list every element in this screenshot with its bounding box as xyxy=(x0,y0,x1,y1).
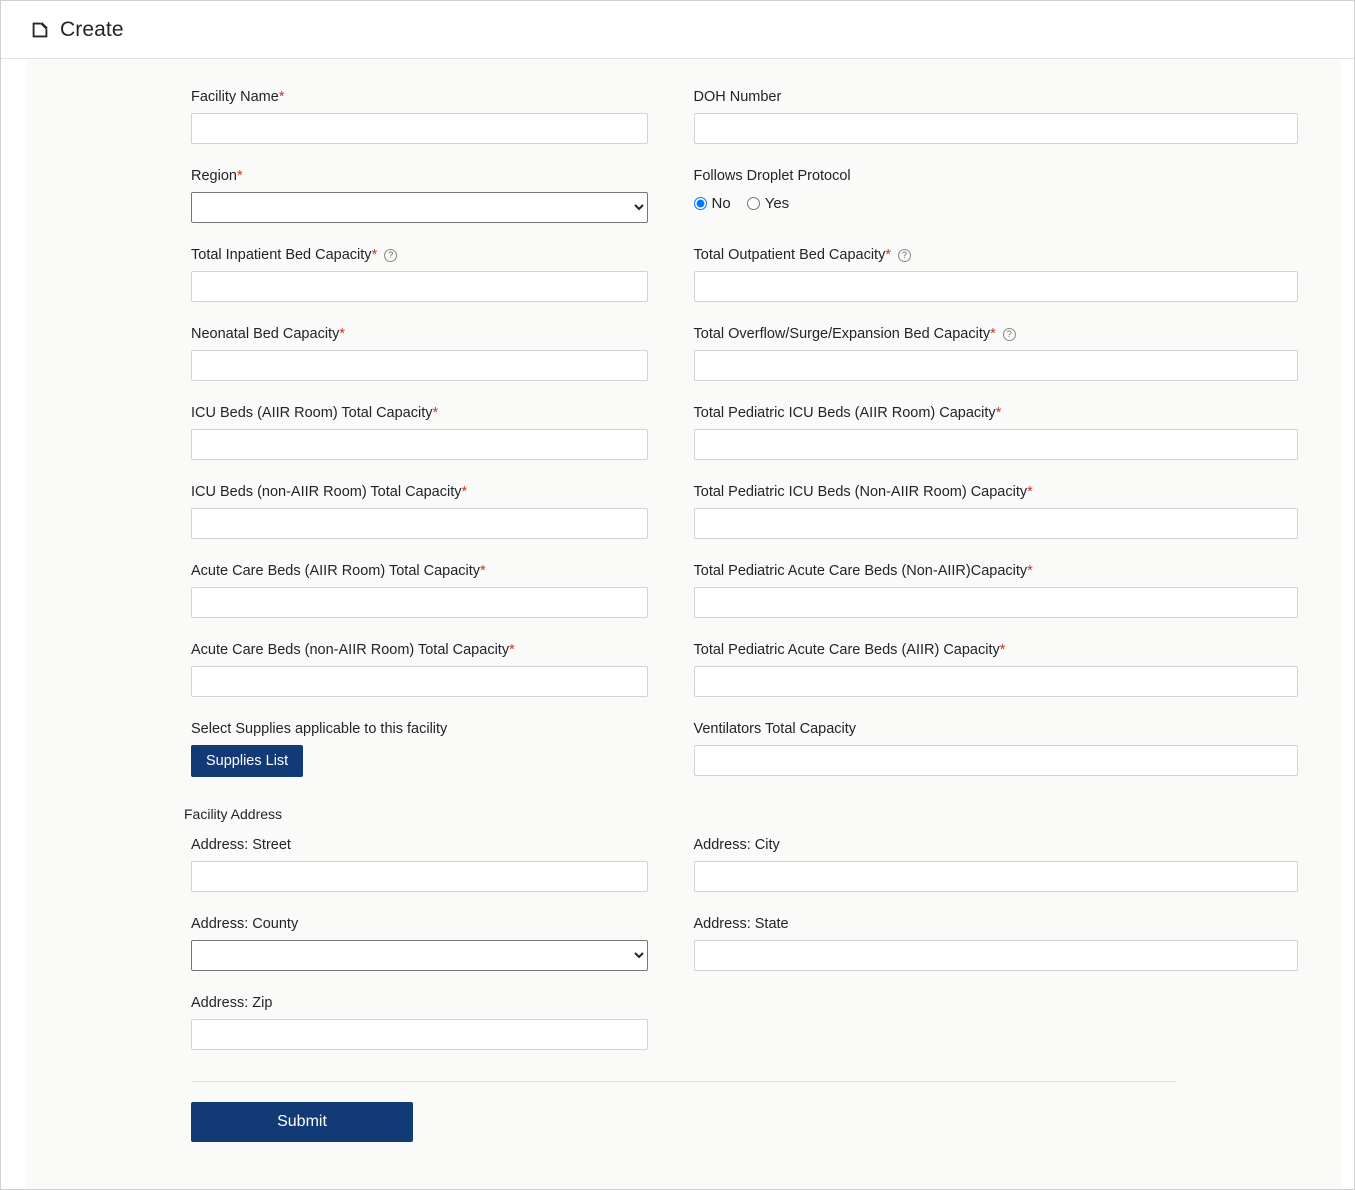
total-outpatient-label xyxy=(694,246,1299,264)
ped-icu-non-aiir-input[interactable] xyxy=(694,508,1299,539)
edit-square-icon xyxy=(29,19,51,41)
address-county-select[interactable] xyxy=(191,940,648,971)
required-asterisk: * xyxy=(999,642,1006,658)
ped-icu-aiir-label-text: Total Pediatric ICU Beds (AIIR Room) Capacity xyxy=(693,405,996,421)
info-icon[interactable]: ? xyxy=(898,249,911,262)
acute-non-aiir-input[interactable] xyxy=(191,666,648,697)
icu-aiir-label xyxy=(191,404,648,422)
icu-aiir-input[interactable] xyxy=(191,429,648,460)
submit-button[interactable]: Submit xyxy=(191,1102,413,1142)
total-inpatient-label-text: Total Inpatient Bed Capacity xyxy=(191,247,372,263)
address-city-label: Address: City xyxy=(693,837,780,853)
required-asterisk: * xyxy=(990,326,996,342)
ped-acute-aiir-label-text: Total Pediatric Acute Care Beds (AIIR) Capacity xyxy=(693,642,1000,658)
facility-name-label xyxy=(191,88,648,106)
icu-non-aiir-label xyxy=(191,483,648,501)
supplies-list-button[interactable]: Supplies List xyxy=(191,745,303,777)
field-icu-non-aiir xyxy=(26,483,684,539)
ventilators-label: Ventilators Total Capacity xyxy=(693,721,857,737)
ped-icu-aiir-input[interactable] xyxy=(694,429,1299,460)
ventilators-input[interactable] xyxy=(694,745,1299,776)
droplet-protocol-option-no[interactable] xyxy=(694,195,731,212)
droplet-protocol-radio-group xyxy=(694,192,1299,214)
field-address-zip xyxy=(26,994,684,1050)
form-row xyxy=(26,167,1341,246)
acute-non-aiir-label-text: Acute Care Beds (non-AIIR Room) Total Capacity xyxy=(191,642,510,658)
overflow-surge-input[interactable] xyxy=(694,350,1299,381)
form-row xyxy=(26,88,1341,167)
address-county-label: Address: County xyxy=(191,916,299,932)
total-outpatient-label-text: Total Outpatient Bed Capacity xyxy=(693,247,886,263)
facility-address-caption: Facility Address xyxy=(184,806,283,822)
ped-icu-non-aiir-label xyxy=(694,483,1299,501)
droplet-protocol-radio-yes[interactable] xyxy=(747,197,760,210)
required-asterisk: * xyxy=(885,247,891,263)
acute-aiir-label-text: Acute Care Beds (AIIR Room) Total Capacity xyxy=(191,563,481,579)
facility-name-label-text: Facility Name xyxy=(191,89,279,105)
ped-icu-non-aiir-label-text: Total Pediatric ICU Beds (Non-AIIR Room) Capacity xyxy=(693,484,1028,500)
field-ped-acute-aiir xyxy=(684,641,1342,697)
overflow-surge-label xyxy=(694,325,1299,343)
ped-acute-aiir-input[interactable] xyxy=(694,666,1299,697)
page-title: Create xyxy=(60,17,124,41)
icu-aiir-label-text: ICU Beds (AIIR Room) Total Capacity xyxy=(191,405,433,421)
facility-name-input[interactable] xyxy=(191,113,648,144)
submit-row xyxy=(26,1082,1341,1142)
field-total-inpatient xyxy=(26,246,684,302)
icu-non-aiir-input[interactable] xyxy=(191,508,648,539)
field-acute-aiir xyxy=(26,562,684,618)
field-ped-icu-aiir xyxy=(684,404,1342,460)
droplet-protocol-label: Follows Droplet Protocol xyxy=(693,168,851,184)
form-row xyxy=(26,246,1341,325)
neonatal-input[interactable] xyxy=(191,350,648,381)
droplet-protocol-no-label: No xyxy=(711,194,731,212)
ped-acute-non-aiir-label-text: Total Pediatric Acute Care Beds (Non-AIIR)Capacity xyxy=(693,563,1028,579)
field-region xyxy=(26,167,684,223)
required-asterisk: * xyxy=(509,642,515,658)
neonatal-label xyxy=(191,325,648,343)
field-overflow-surge xyxy=(684,325,1342,381)
neonatal-label-text: Neonatal Bed Capacity xyxy=(191,326,340,342)
total-inpatient-label xyxy=(191,246,648,264)
address-state-label: Address: State xyxy=(693,916,789,932)
required-asterisk: * xyxy=(432,405,439,421)
field-ped-acute-non-aiir xyxy=(684,562,1342,618)
required-asterisk: * xyxy=(339,326,345,342)
required-asterisk: * xyxy=(371,247,378,263)
field-facility-name xyxy=(26,88,684,144)
field-droplet-protocol xyxy=(684,167,1342,223)
field-acute-non-aiir xyxy=(26,641,684,697)
info-icon[interactable]: ? xyxy=(1003,328,1016,341)
ped-acute-non-aiir-label xyxy=(694,562,1299,580)
ped-icu-aiir-label xyxy=(694,404,1299,422)
required-asterisk: * xyxy=(480,563,486,579)
form-row xyxy=(26,641,1341,720)
field-doh-number xyxy=(684,88,1342,144)
droplet-protocol-yes-label: Yes xyxy=(764,194,790,212)
droplet-protocol-radio-no[interactable] xyxy=(694,197,707,210)
required-asterisk: * xyxy=(1027,563,1033,579)
ped-acute-non-aiir-input[interactable] xyxy=(694,587,1299,618)
form-row xyxy=(26,994,1341,1073)
overflow-surge-label-text: Total Overflow/Surge/Expansion Bed Capacity xyxy=(693,326,991,342)
form-grid xyxy=(26,60,1341,1142)
field-total-outpatient xyxy=(684,246,1342,302)
acute-aiir-label xyxy=(191,562,648,580)
info-icon[interactable]: ? xyxy=(384,249,397,262)
address-city-input[interactable] xyxy=(694,861,1299,892)
field-address-state xyxy=(684,915,1342,971)
field-ventilators xyxy=(684,720,1342,777)
region-select[interactable] xyxy=(191,192,648,223)
address-state-input[interactable] xyxy=(694,940,1299,971)
doh-number-label: DOH Number xyxy=(693,89,782,105)
address-zip-input[interactable] xyxy=(191,1019,648,1050)
address-street-input[interactable] xyxy=(191,861,648,892)
field-neonatal xyxy=(26,325,684,381)
region-label-text: Region xyxy=(191,168,237,184)
required-asterisk: * xyxy=(1027,484,1033,500)
required-asterisk: * xyxy=(236,168,243,184)
form-row xyxy=(26,720,1341,800)
form-panel xyxy=(26,60,1341,1189)
icu-non-aiir-label-text: ICU Beds (non-AIIR Room) Total Capacity xyxy=(191,484,462,500)
acute-aiir-input[interactable] xyxy=(191,587,648,618)
form-row xyxy=(26,404,1341,483)
field-address-county xyxy=(26,915,684,971)
droplet-protocol-option-yes[interactable] xyxy=(747,195,789,212)
form-row xyxy=(26,325,1341,404)
total-outpatient-input[interactable] xyxy=(694,271,1299,302)
region-label xyxy=(191,167,648,185)
field-supplies xyxy=(26,720,684,777)
field-address-city xyxy=(684,836,1342,892)
required-asterisk: * xyxy=(461,484,468,500)
form-row xyxy=(26,483,1341,562)
required-asterisk: * xyxy=(278,89,285,105)
total-inpatient-input[interactable] xyxy=(191,271,648,302)
form-row xyxy=(26,562,1341,641)
supplies-label: Select Supplies applicable to this facility xyxy=(191,721,448,737)
address-street-label: Address: Street xyxy=(191,837,291,853)
form-row xyxy=(26,836,1341,915)
doh-number-input[interactable] xyxy=(694,113,1299,144)
page-header xyxy=(1,1,1354,59)
field-icu-aiir xyxy=(26,404,684,460)
ped-acute-aiir-label xyxy=(694,641,1299,659)
acute-non-aiir-label xyxy=(191,641,648,659)
field-address-street xyxy=(26,836,684,892)
form-row xyxy=(26,915,1341,994)
required-asterisk: * xyxy=(995,405,1002,421)
field-ped-icu-non-aiir xyxy=(684,483,1342,539)
address-zip-label: Address: Zip xyxy=(191,995,273,1011)
